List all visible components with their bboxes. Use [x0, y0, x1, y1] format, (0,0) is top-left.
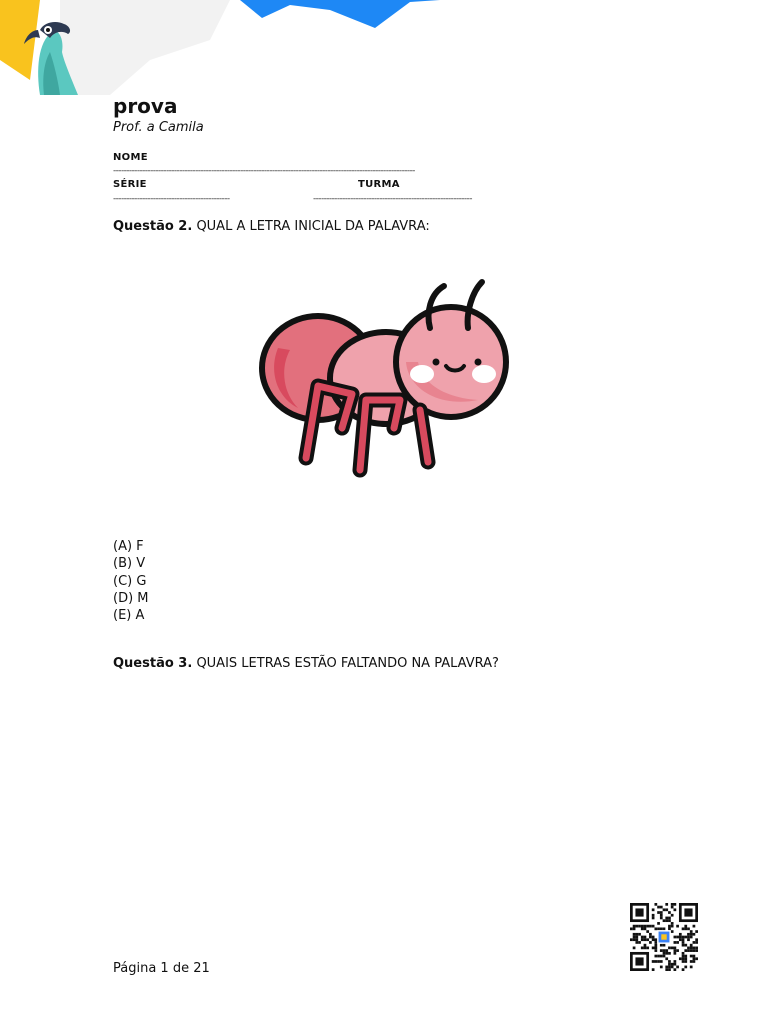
name-label: NOME [113, 152, 148, 163]
series-label: SÉRIE [113, 179, 147, 190]
question-2-text: QUAL A LETRA INICIAL DA PALAVRA: [196, 219, 430, 234]
page-title: prova [113, 94, 178, 118]
class-label: TURMA [358, 179, 400, 190]
option-e[interactable]: (E) A [113, 608, 145, 624]
name-field-line[interactable]: ------------------------------------------------------------------------------------------------------------------ [113, 166, 415, 176]
option-b[interactable]: (B) V [113, 556, 146, 572]
question-2 [113, 219, 430, 234]
question-3 [113, 656, 499, 671]
answer-options [113, 538, 149, 624]
series-field-line[interactable]: -------------------------------------------- [113, 194, 230, 204]
page-number: Página 1 de 21 [113, 961, 210, 976]
option-d[interactable]: (D) M [113, 590, 149, 606]
option-a[interactable]: (A) F [113, 539, 144, 554]
teacher-name: Prof. a Camila [113, 120, 204, 135]
question-3-text: QUAIS LETRAS ESTÃO FALTANDO NA PALAVRA? [196, 656, 499, 671]
ant-icon [258, 278, 510, 482]
question-2-number: Questão 2. [113, 219, 193, 234]
qr-code-icon[interactable] [630, 903, 698, 971]
header-decoration [0, 0, 768, 100]
question-3-number: Questão 3. [113, 656, 193, 671]
option-c[interactable]: (C) G [113, 573, 147, 589]
class-field-line[interactable]: ------------------------------------------------------------ [313, 194, 472, 204]
